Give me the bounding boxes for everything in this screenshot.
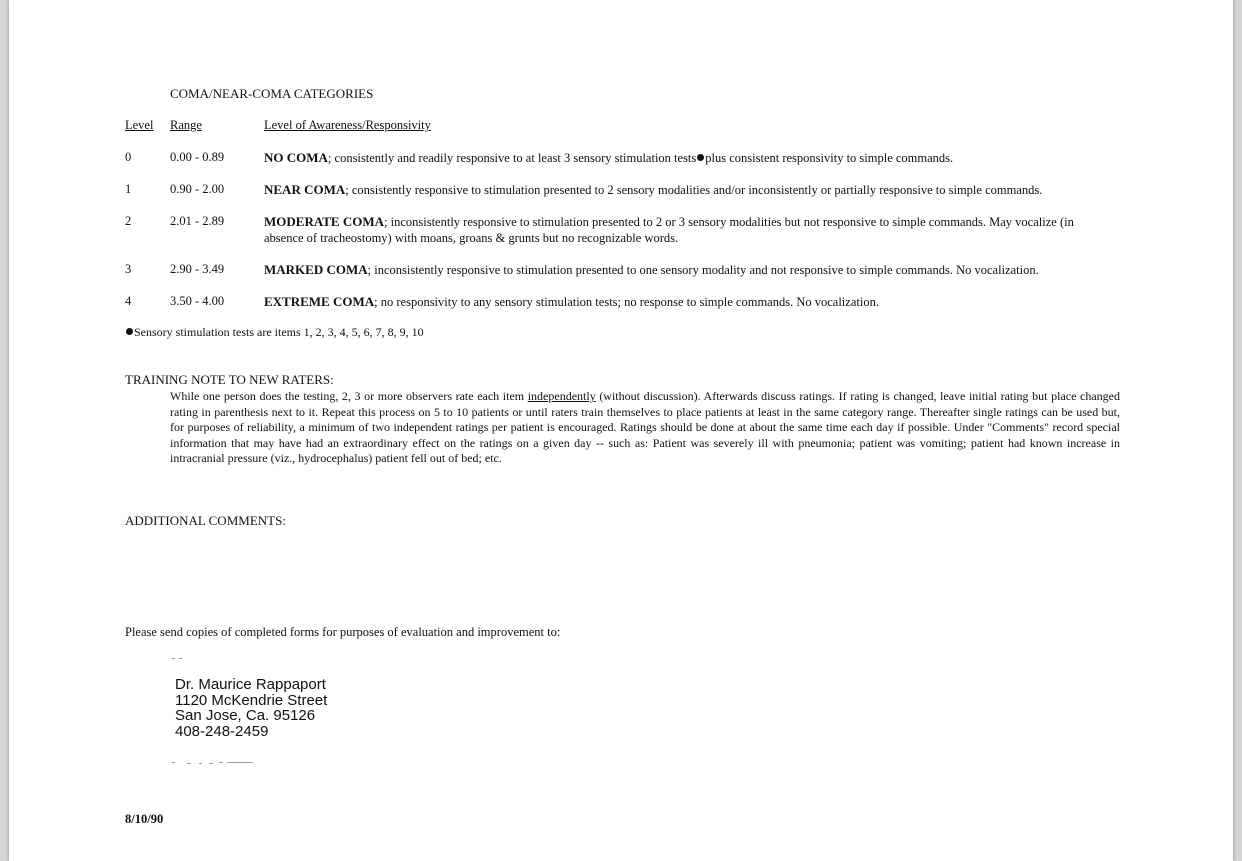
document-date: 8/10/90	[125, 812, 164, 826]
column-header-range: Range	[170, 118, 202, 132]
training-note-text-continued: (without discussion). Afterwards discuss ratings. If rating is changed, leave initial rating but place changed rating in parenthesis next to it. Repeat this process on 5 to 10 patients or until raters train themselves to place patients at least in the same category range. Thereafter single ratings can be used but, for purposes of reliability, a minimum of two independent ratings per patient is encouraged. Ratings should be done at about the same time each day if possible. Under "Comments" record special information that may have had an extraordinary effect on the ratings on a given day -- such as: Patient was severely ill with pneumonia; patient was vomiting; patient had known increase in intracranial pressure (viz., hydrocephalus) patient fell out of bed; etc.	[170, 389, 1121, 466]
scan-artifact	[209, 763, 213, 764]
category-text: ; inconsistently responsive to stimulation presented to 2 or 3 sensory modalities but not responsive to simple commands. May vocalize (in absence of tracheostomy) with moans, groans & grunts but no recognizable words.	[264, 215, 1074, 245]
row-range: 2.90 - 3.49	[170, 262, 225, 276]
category-text: ; inconsistently responsive to stimulation presented to one sensory modality and not responsive to simple commands. No vocalization.	[367, 263, 1039, 277]
row-level: 1	[125, 182, 132, 196]
scan-artifact	[199, 763, 202, 764]
category-name: MODERATE COMA	[264, 214, 385, 229]
row-level: 4	[125, 294, 132, 308]
category-name: NO COMA	[264, 150, 328, 165]
row-description	[264, 262, 1114, 278]
footnote-bullet-icon	[126, 328, 133, 335]
category-text: ; no responsivity to any sensory stimulation tests; no response to simple commands. No vocalization.	[374, 295, 879, 309]
training-note-text: While one person does the testing, 2, 3 or more observers rate each item	[170, 389, 525, 403]
category-text: ; consistently and readily responsive to at least 3 sensory stimulation tests	[327, 151, 697, 165]
row-range: 0.00 - 0.89	[170, 150, 225, 164]
footnote	[125, 325, 424, 340]
training-note-heading: TRAINING NOTE TO NEW RATERS:	[125, 372, 334, 387]
scan-artifact	[179, 658, 182, 659]
row-level: 3	[125, 262, 132, 276]
category-name: MARKED COMA	[264, 262, 368, 277]
address-city: San Jose, Ca. 95126	[175, 707, 316, 724]
category-text-continued: plus consistent responsivity to simple commands.	[705, 151, 954, 165]
scan-artifact	[172, 762, 175, 763]
category-name: NEAR COMA	[264, 182, 346, 197]
scan-artifact	[172, 658, 175, 659]
row-description	[264, 214, 1114, 246]
row-range: 0.90 - 2.00	[170, 182, 225, 196]
footnote-text: Sensory stimulation tests are items 1, 2, 3, 4, 5, 6, 7, 8, 9, 10	[134, 325, 424, 339]
document-page	[9, 0, 1233, 861]
column-header-awareness: Level of Awareness/Responsivity	[264, 118, 431, 132]
page-title: COMA/NEAR-COMA CATEGORIES	[170, 86, 374, 101]
row-description	[264, 150, 1114, 166]
training-note-body	[170, 389, 1120, 467]
training-note-underlined: independently	[527, 389, 596, 403]
footnote-bullet-icon	[697, 154, 704, 161]
category-name: EXTREME COMA	[264, 294, 375, 309]
row-level: 0	[125, 150, 132, 164]
address-phone: 408-248-2459	[175, 722, 269, 740]
row-description	[264, 294, 1114, 310]
row-description	[264, 182, 1114, 198]
row-range: 3.50 - 4.00	[170, 294, 225, 308]
additional-comments-heading: ADDITIONAL COMMENTS:	[125, 513, 286, 528]
scan-artifact	[219, 762, 223, 763]
category-text: ; consistently responsive to stimulation presented to 2 sensory modalities and/or inconsistently or partially responsive to simple commands.	[345, 183, 1043, 197]
address-name: Dr. Maurice Rappaport	[175, 676, 326, 693]
row-level: 2	[125, 214, 132, 228]
address-street: 1120 McKendrie Street	[175, 691, 328, 709]
scan-artifact	[187, 763, 191, 764]
row-range: 2.01 - 2.89	[170, 214, 225, 228]
scan-artifact	[227, 762, 253, 763]
column-header-level: Level	[125, 118, 154, 132]
send-copies-instruction: Please send copies of completed forms for purposes of evaluation and improvement to:	[125, 625, 561, 639]
